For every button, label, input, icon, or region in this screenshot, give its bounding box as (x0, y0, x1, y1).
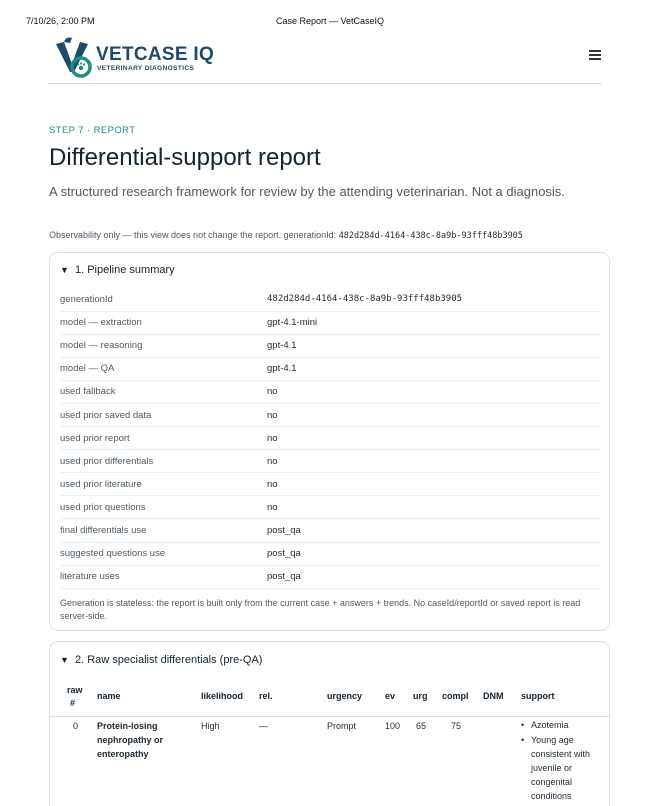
table-row (60, 450, 601, 473)
generation-id: 482d284d-4164-438c-8a9b-93fff48b3905 (338, 231, 523, 241)
cell-urgency: Prompt (327, 721, 357, 731)
col-dnm: DNM (483, 691, 504, 701)
pipeline-summary-table (60, 288, 601, 589)
col-ev: ev (385, 691, 396, 701)
row-key: literature uses (60, 565, 267, 588)
cell-name-line: Protein-losing (97, 721, 158, 731)
col-rel: rel. (259, 691, 273, 701)
row-value: gpt-4.1-mini (267, 311, 601, 334)
table-row (60, 519, 601, 542)
row-key: generationId (60, 288, 267, 311)
pipeline-summary-toggle[interactable] (60, 264, 175, 276)
support-list (521, 718, 607, 804)
disclosure-triangle-icon: ▼ (60, 655, 69, 665)
raw-differentials-title: 2. Raw specialist differentials (pre-QA) (74, 654, 263, 666)
cell-urg: 65 (416, 721, 427, 731)
row-key: used fallback (60, 380, 267, 403)
row-value: no (267, 496, 601, 519)
row-key: model — QA (60, 357, 267, 380)
table-row (60, 380, 601, 403)
cell-likelihood: High (201, 721, 220, 731)
table-row (60, 403, 601, 426)
row-key: final differentials use (60, 519, 267, 542)
brand-logo[interactable] (50, 34, 215, 80)
raw-differentials-toggle[interactable] (60, 654, 262, 666)
row-value: post_qa (267, 519, 601, 542)
table-row (60, 288, 601, 311)
table-row (60, 311, 601, 334)
row-value: no (267, 450, 601, 473)
support-item: • Azotemia (521, 718, 607, 732)
row-value: post_qa (267, 542, 601, 565)
vet-logo-icon (50, 34, 96, 80)
row-value: 482d284d-4164-438c-8a9b-93fff48b3905 (267, 288, 601, 311)
col-name: name (97, 691, 121, 701)
page-subtitle: A structured research framework for review by the attending veterinarian. Not a diagnosis. (49, 184, 565, 199)
row-value: gpt-4.1 (267, 357, 601, 380)
row-key: used prior report (60, 427, 267, 450)
step-label: STEP 7 · REPORT (49, 125, 136, 136)
page-title: Differential-support report (49, 144, 321, 171)
print-title: Case Report — VetCaseIQ (275, 16, 385, 26)
print-date: 7/10/26, 2:00 PM (26, 16, 95, 26)
print-header (0, 16, 660, 30)
table-header (50, 677, 611, 717)
cell-name-line: nephropathy or (97, 735, 164, 745)
col-raw-hash: # (70, 698, 76, 708)
table-row (60, 427, 601, 450)
top-bar (48, 30, 602, 84)
pipeline-summary-card (49, 252, 610, 631)
row-key: model — reasoning (60, 334, 267, 357)
brand-tagline: VETERINARY DIAGNOSTICS (97, 65, 195, 72)
cell-rel: — (259, 721, 268, 731)
row-value: no (267, 403, 601, 426)
row-key: suggested questions use (60, 542, 267, 565)
row-value: no (267, 473, 601, 496)
row-value: gpt-4.1 (267, 334, 601, 357)
row-key: used prior literature (60, 473, 267, 496)
cell-num: 0 (73, 721, 79, 731)
table-row (60, 473, 601, 496)
support-item: • Young age consistent with juvenile or congenital conditions (521, 733, 607, 803)
table-row (60, 334, 601, 357)
cell-name-line: enteropathy (97, 749, 149, 759)
row-value: no (267, 427, 601, 450)
disclosure-triangle-icon: ▼ (60, 265, 69, 275)
col-urgency: urgency (327, 691, 363, 701)
row-value: no (267, 380, 601, 403)
observability-note (49, 230, 523, 241)
row-key: model — extraction (60, 311, 267, 334)
table-row (60, 542, 601, 565)
col-compl: compl (442, 691, 469, 701)
stateless-note: Generation is stateless: the report is built only from the current case + answers + trends. No caseId/reportId or saved report is read server-side. (60, 598, 581, 621)
table-row (60, 565, 601, 588)
row-value: post_qa (267, 565, 601, 588)
hamburger-menu-icon[interactable] (588, 48, 602, 62)
col-raw: raw (67, 685, 83, 695)
col-urg: urg (413, 691, 428, 701)
brand-name: VETCASE IQ (96, 44, 215, 65)
raw-differentials-card (49, 641, 610, 806)
cell-ev: 100 (385, 721, 401, 731)
pipeline-summary-title: 1. Pipeline summary (74, 264, 175, 276)
observability-text: Observability only — this view does not change the report. generationId: (49, 230, 337, 240)
col-likelihood: likelihood (201, 691, 244, 701)
table-row (50, 718, 611, 806)
row-key: used prior questions (60, 496, 267, 519)
table-row (60, 496, 601, 519)
cell-compl: 75 (451, 721, 462, 731)
table-row (60, 357, 601, 380)
row-key: used prior saved data (60, 403, 267, 426)
row-key: used prior differentials (60, 450, 267, 473)
col-support: support (521, 691, 555, 701)
